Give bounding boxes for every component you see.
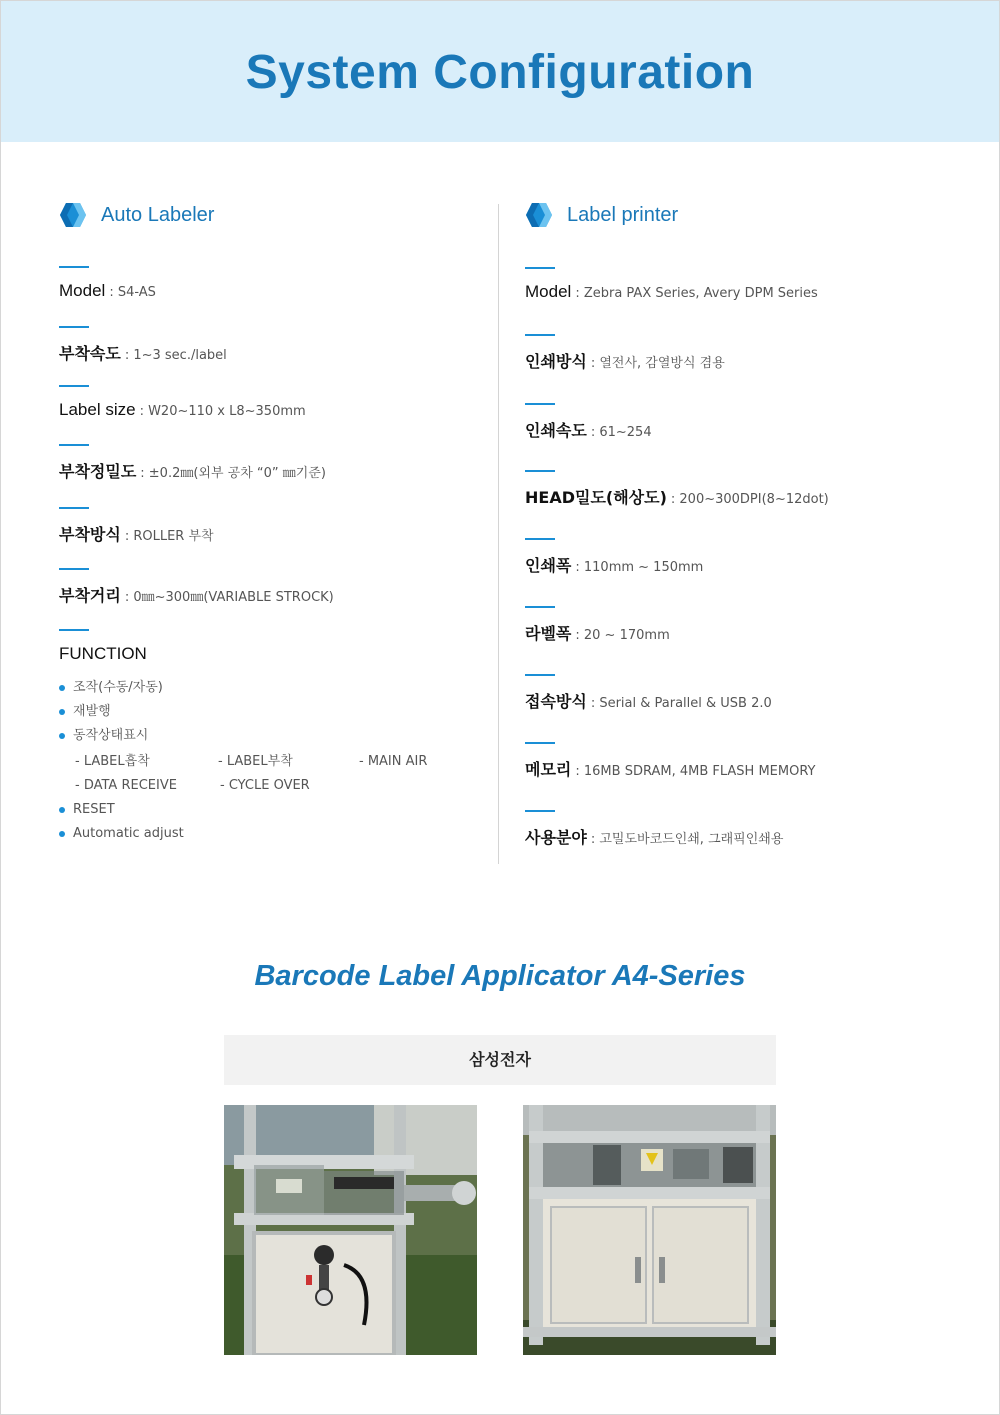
label-printer-title: Label printer (567, 203, 679, 226)
spec-label: 부착거리 (59, 586, 121, 605)
printer-spec-label-width (525, 606, 670, 644)
spec-value: : ROLLER 부착 (124, 529, 214, 544)
printer-spec-interface (525, 674, 772, 712)
spec-value: : 16MB SDRAM, 4MB FLASH MEMORY (575, 764, 816, 779)
list-item: 조작(수동/자동) (59, 676, 479, 700)
spec-marker (59, 568, 89, 570)
spec-marker (525, 403, 555, 405)
spec-label: 접속방식 (525, 692, 587, 711)
spec-label: 부착방식 (59, 525, 121, 544)
spec-value: : Zebra PAX Series, Avery DPM Series (575, 286, 818, 301)
printer-spec-print-speed (525, 403, 652, 441)
spec-label: 인쇄속도 (525, 421, 587, 440)
function-heading: FUNCTION (59, 644, 147, 663)
spec-value: : ±0.2㎜(외부 공차 “0” ㎜기준) (140, 466, 326, 481)
spec-marker (525, 538, 555, 540)
spec-attach-speed (59, 326, 227, 364)
column-divider (498, 204, 499, 864)
spec-value: : 1~3 sec./label (124, 348, 227, 363)
printer-spec-head-density (525, 470, 829, 508)
spec-label: 부착정밀도 (59, 462, 137, 481)
spec-value: : 열전사, 감열방식 겸용 (590, 356, 725, 371)
spec-label: Label size (59, 400, 136, 419)
printer-spec-print-width (525, 538, 703, 576)
spec-marker (525, 606, 555, 608)
status-sublist-row-2 (59, 772, 479, 796)
spec-marker (525, 674, 555, 676)
status-item: - LABEL흡착 (75, 754, 150, 769)
printer-spec-model (525, 267, 818, 302)
spec-value: : S4-AS (109, 285, 156, 300)
brand-label: 삼성전자 (224, 1035, 776, 1085)
list-item: 동작상태표시 (59, 724, 479, 748)
printer-spec-usage (525, 810, 783, 848)
list-item: 재발행 (59, 700, 479, 724)
spec-label: Model (59, 281, 106, 300)
spec-model (59, 266, 156, 301)
spec-marker (59, 326, 89, 328)
spec-marker (525, 334, 555, 336)
hexagon-icon (59, 202, 87, 228)
spec-value: : 20 ~ 170mm (575, 628, 670, 643)
spec-marker (59, 385, 89, 387)
spec-value: : 고밀도바코드인쇄, 그래픽인쇄용 (590, 832, 784, 847)
spec-marker (59, 266, 89, 268)
auto-labeler-heading (59, 200, 479, 230)
spec-marker (525, 742, 555, 744)
status-item: - CYCLE OVER (220, 778, 310, 793)
header-banner (1, 1, 999, 142)
spec-marker (59, 444, 89, 446)
spec-attach-distance (59, 568, 334, 606)
spec-attach-precision (59, 444, 326, 482)
spec-label: Model (525, 282, 572, 301)
label-printer-heading (525, 200, 965, 230)
auto-labeler-section (59, 200, 479, 841)
hexagon-icon (525, 202, 553, 228)
spec-label: 사용분야 (525, 828, 587, 847)
applicator-side-photo (224, 1105, 477, 1355)
spec-value: : 61~254 (590, 425, 652, 440)
spec-attach-method (59, 507, 214, 545)
spec-value: : Serial & Parallel & USB 2.0 (590, 696, 772, 711)
status-sublist-row-1 (59, 748, 479, 772)
auto-labeler-title: Auto Labeler (101, 203, 215, 226)
printer-spec-print-method (525, 334, 725, 372)
spec-label: 라벨폭 (525, 624, 572, 643)
spec-function (59, 629, 147, 664)
spec-label: 인쇄폭 (525, 556, 572, 575)
list-item: Automatic adjust (59, 822, 479, 846)
spec-value: : 200~300DPI(8~12dot) (670, 492, 829, 507)
spec-marker (59, 629, 89, 631)
function-list (59, 676, 479, 846)
spec-marker (525, 810, 555, 812)
product-title: Barcode Label Applicator A4-Series (254, 960, 746, 992)
status-item: - DATA RECEIVE (75, 778, 177, 793)
spec-label: 메모리 (525, 760, 572, 779)
status-item: - LABEL부착 (218, 754, 293, 769)
spec-label: HEAD밀도(해상도) (525, 488, 667, 507)
spec-marker (525, 470, 555, 472)
applicator-front-photo (523, 1105, 776, 1355)
spec-label: 인쇄방식 (525, 352, 587, 371)
status-item: - MAIN AIR (359, 754, 428, 769)
spec-value: : W20~110 x L8~350mm (139, 404, 306, 419)
list-item: RESET (59, 798, 479, 822)
spec-label-size (59, 385, 306, 420)
spec-value: : 110mm ~ 150mm (575, 560, 704, 575)
spec-marker (525, 267, 555, 269)
label-printer-section (525, 200, 965, 847)
spec-value: : 0㎜~300㎜(VARIABLE STROCK) (124, 590, 334, 605)
printer-spec-memory (525, 742, 815, 780)
spec-label: 부착속도 (59, 344, 121, 363)
spec-marker (59, 507, 89, 509)
page-title: System Configuration (245, 46, 755, 99)
